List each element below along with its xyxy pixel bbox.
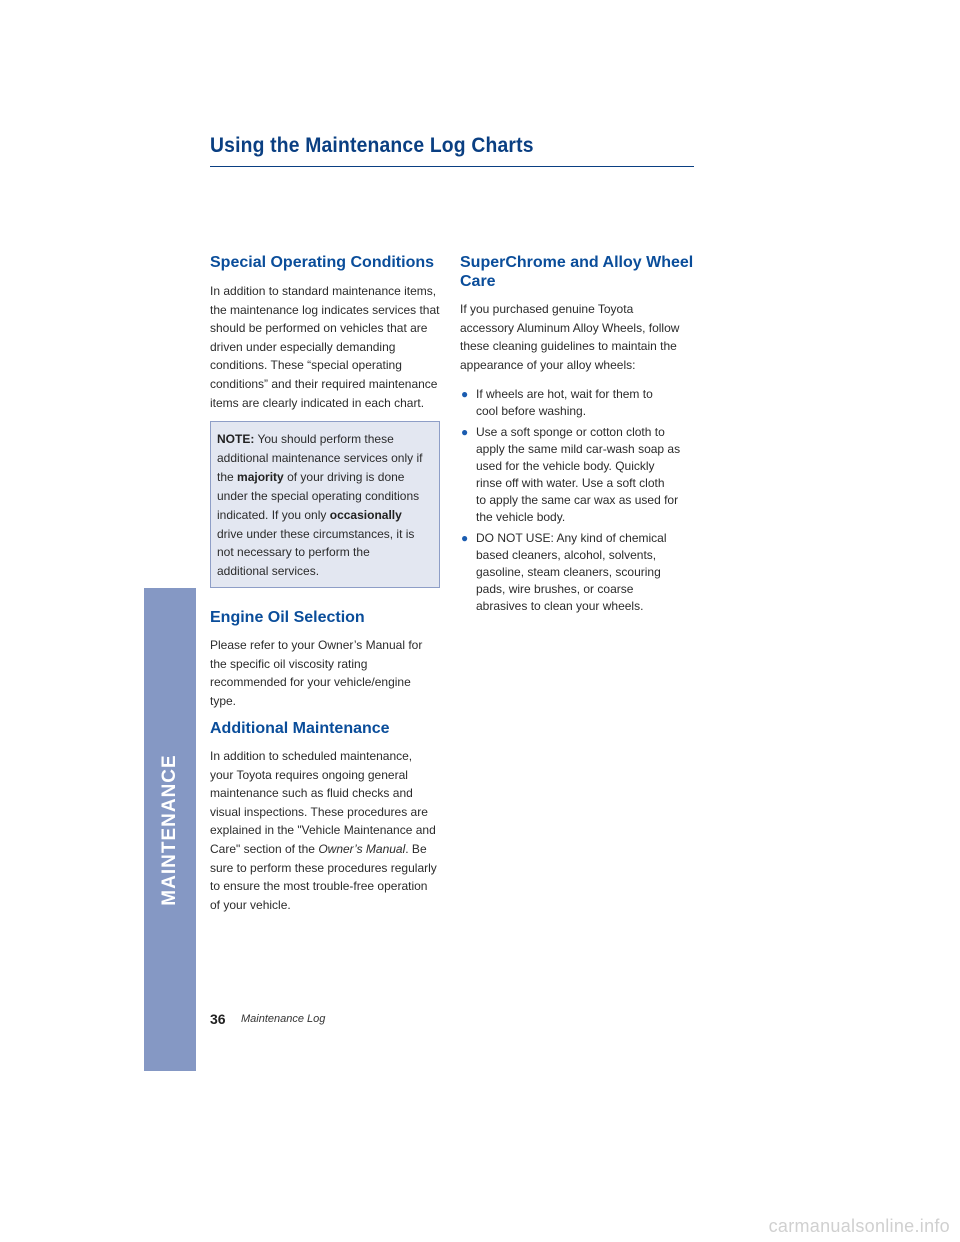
list-line: abrasives to clean your wheels. bbox=[476, 599, 644, 614]
list-line: based cleaners, alcohol, solvents, bbox=[476, 548, 657, 563]
body-line: recommended for your vehicle/engine bbox=[210, 675, 411, 690]
body-line: If you purchased genuine Toyota bbox=[460, 302, 634, 316]
list-line: gasoline, steam cleaners, scouring bbox=[476, 565, 661, 580]
special-conditions-heading: Special Operating Conditions bbox=[210, 254, 435, 271]
body-line: explained in the "Vehicle Maintenance and bbox=[210, 823, 436, 838]
list-line: rinse off with water. Use a soft cloth bbox=[476, 476, 665, 491]
note-line: the bbox=[217, 469, 234, 484]
side-tab-label: MAINTENANCE bbox=[159, 754, 180, 906]
body-line: In addition to scheduled maintenance, bbox=[210, 749, 413, 763]
body-line: maintenance such as fluid checks and bbox=[210, 786, 413, 801]
list-line: If wheels are hot, wait for them to bbox=[476, 387, 653, 402]
body-line: to ensure the most trouble-free operation bbox=[210, 879, 428, 894]
list-item bbox=[460, 530, 700, 615]
note-line: under the special operating conditions bbox=[217, 488, 420, 503]
body-line: items are clearly indicated in each chart. bbox=[210, 395, 425, 410]
body-line: should be performed on vehicles that are bbox=[210, 321, 428, 336]
list-line: Use a soft sponge or cotton cloth to bbox=[476, 425, 665, 440]
list-item bbox=[460, 386, 700, 420]
note-line: additional services. bbox=[217, 564, 320, 579]
body-line: the specific oil viscosity rating bbox=[210, 656, 368, 671]
wheel-care-heading bbox=[460, 253, 700, 291]
list-line: pads, wire brushes, or coarse bbox=[476, 582, 634, 597]
body-line: In addition to standard maintenance items, bbox=[210, 284, 437, 298]
wheel-care-heading-line: Care bbox=[460, 273, 496, 290]
body-line: type. bbox=[210, 693, 237, 708]
body-line: driven under especially demanding bbox=[210, 339, 396, 354]
engine-oil-heading: Engine Oil Selection bbox=[210, 609, 365, 626]
footer-label: Maintenance Log bbox=[241, 1013, 326, 1025]
manual-reference: Owner’s Manual bbox=[318, 841, 406, 856]
note-line: You should perform these bbox=[257, 432, 394, 446]
wheel-care-heading-line: SuperChrome and Alloy Wheel bbox=[460, 254, 694, 271]
watermark: carmanualsonline.info bbox=[768, 1216, 950, 1236]
bullet-icon: ● bbox=[461, 387, 469, 402]
wheel-care-section bbox=[460, 253, 700, 619]
page-title: Using the Maintenance Log Charts bbox=[210, 134, 534, 157]
body-line: conditions” and their required maintenance bbox=[210, 376, 438, 391]
body-line: sure to perform these procedures regularly bbox=[210, 860, 437, 875]
note-line: indicated. If you only bbox=[217, 507, 327, 522]
note-emphasis: occasionally bbox=[329, 507, 402, 522]
list-item bbox=[460, 424, 700, 526]
note-emphasis: majority bbox=[237, 469, 284, 484]
list-line: used for the vehicle body. Quickly bbox=[476, 459, 655, 474]
body-line: of your vehicle. bbox=[210, 897, 291, 912]
additional-maintenance-heading: Additional Maintenance bbox=[210, 720, 390, 737]
note-line: of your driving is done bbox=[287, 469, 405, 484]
bullet-icon: ● bbox=[461, 425, 469, 440]
body-line: Please refer to your Owner’s Manual for bbox=[210, 638, 423, 652]
body-line: conditions. These “special operating bbox=[210, 358, 402, 373]
list-line: cool before washing. bbox=[476, 404, 587, 419]
list-line: the vehicle body. bbox=[476, 510, 566, 525]
special-conditions-section bbox=[210, 253, 450, 412]
list-line: apply the same mild car-wash soap as bbox=[476, 442, 681, 457]
body-line: these cleaning guidelines to maintain the bbox=[460, 339, 677, 354]
body-line: appearance of your alloy wheels: bbox=[460, 357, 636, 372]
additional-maintenance-section bbox=[210, 719, 450, 914]
body-line: your Toyota requires ongoing general bbox=[210, 767, 408, 782]
wheel-care-list bbox=[460, 386, 700, 615]
body-line: the maintenance log indicates services that bbox=[210, 302, 440, 317]
list-line: to apply the same car wax as used for bbox=[476, 493, 679, 508]
note-label: NOTE: bbox=[217, 432, 255, 446]
body-line: visual inspections. These procedures are bbox=[210, 804, 428, 819]
bullet-icon: ● bbox=[461, 531, 469, 546]
body-line: Care" section of the bbox=[210, 841, 315, 856]
note-box bbox=[210, 421, 440, 588]
note-line: drive under these circumstances, it is bbox=[217, 526, 415, 541]
body-line: accessory Aluminum Alloy Wheels, follow bbox=[460, 320, 680, 335]
title-divider bbox=[210, 166, 694, 167]
engine-oil-section bbox=[210, 608, 450, 710]
note-line: not necessary to perform the bbox=[217, 545, 370, 560]
list-line: DO NOT USE: Any kind of chemical bbox=[476, 531, 667, 546]
page-number: 36 bbox=[210, 1011, 226, 1027]
note-line: additional maintenance services only if bbox=[217, 450, 423, 465]
body-line: . Be bbox=[405, 841, 427, 856]
